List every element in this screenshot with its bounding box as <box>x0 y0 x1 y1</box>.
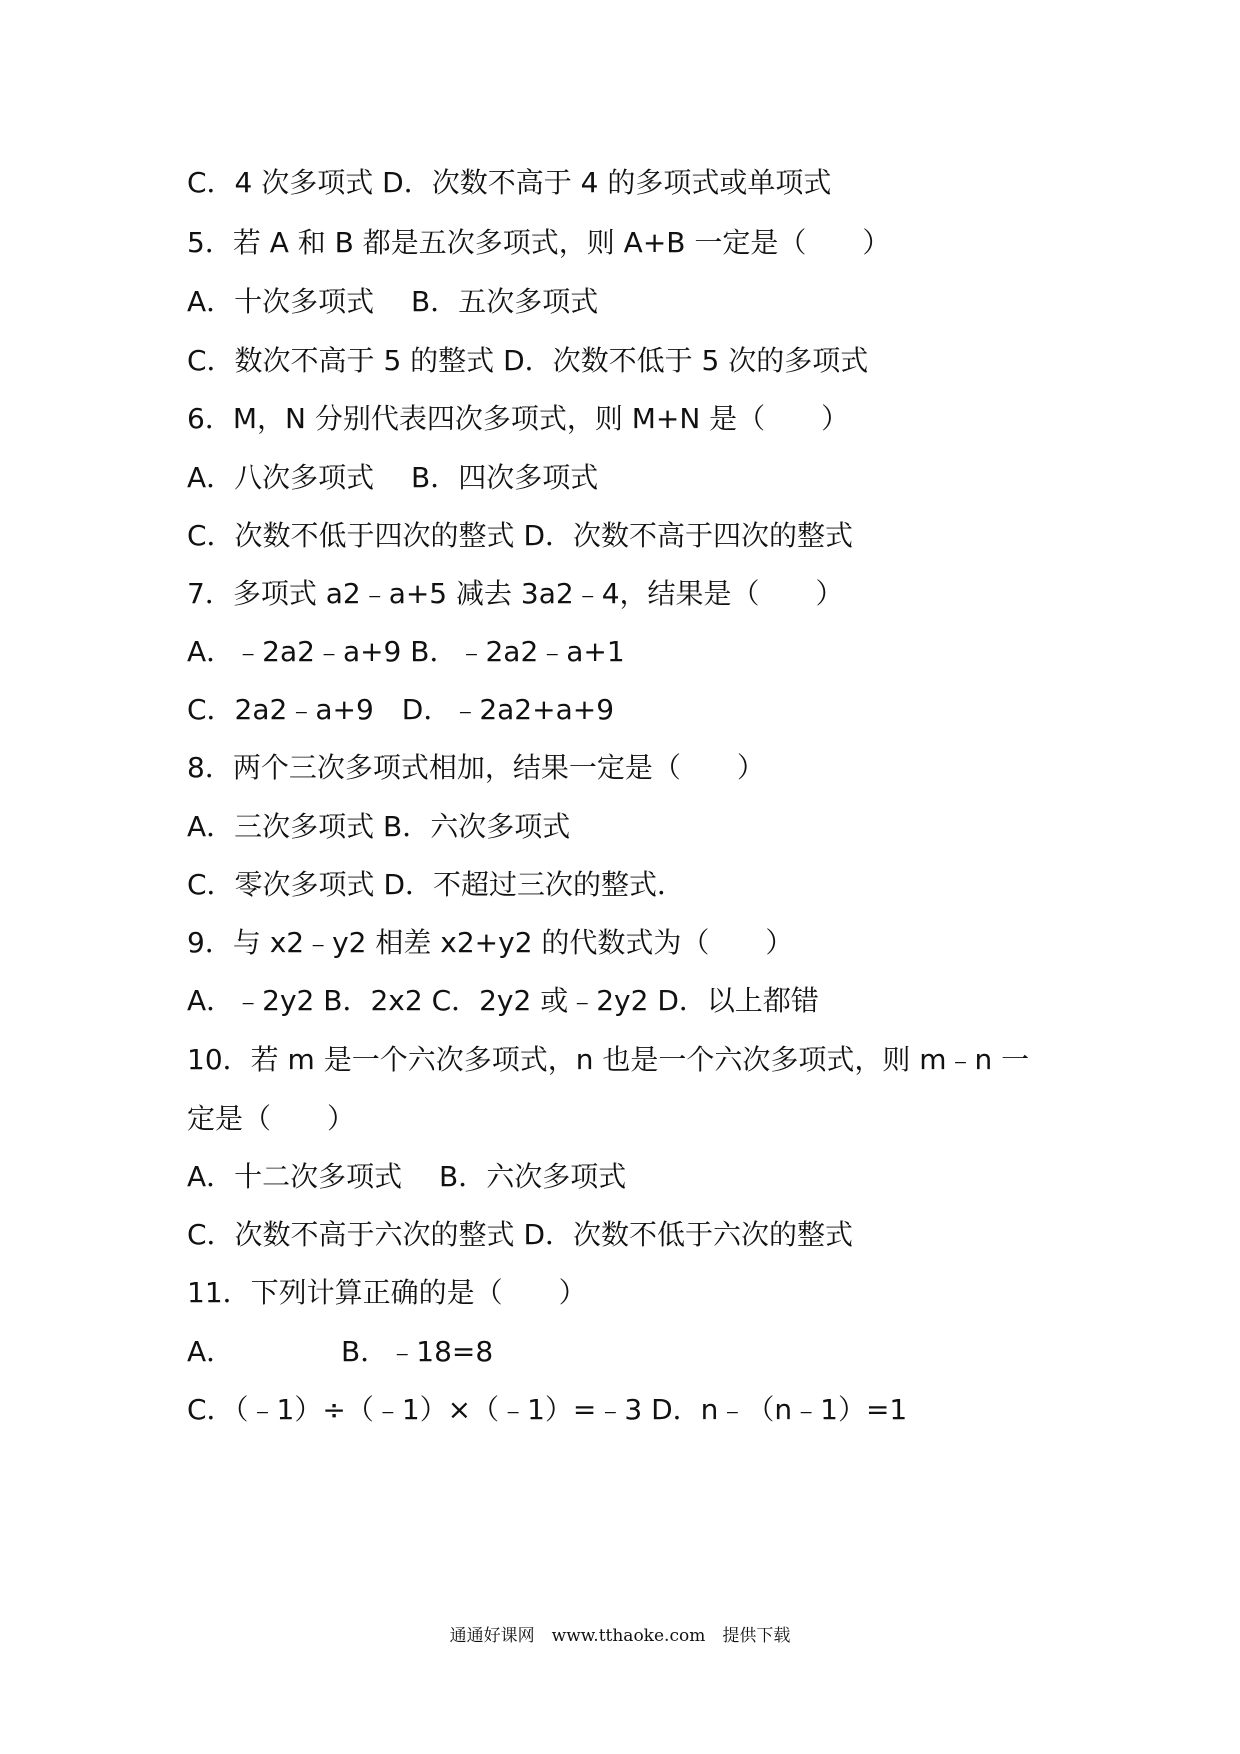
q8-options-ab: A．三次多项式 B．六次多项式 <box>187 810 571 843</box>
q10-options-ab: A．十二次多项式 B．六次多项式 <box>187 1160 627 1193</box>
page-footer-source: 通通好课网 www.tthaoke.com 提供下载 <box>449 1626 791 1646</box>
question-11: 11．下列计算正确的是（ ） <box>187 1276 587 1309</box>
q7-options-cd: C．2a2﹣a+9 D．﹣2a2+a+9 <box>187 693 615 726</box>
question-9: 9．与 x2﹣y2 相差 x2+y2 的代数式为（ ） <box>187 926 794 959</box>
q9-options: A．﹣2y2 B．2x2 C．2y2 或﹣2y2 D．以上都错 <box>187 984 819 1017</box>
q8-options-cd: C．零次多项式 D．不超过三次的整式． <box>187 868 686 901</box>
q10-options-cd: C．次数不高于六次的整式 D．次数不低于六次的整式 <box>187 1218 854 1251</box>
q11-options-ab: A． B．﹣18=8 <box>187 1335 494 1368</box>
q5-options-cd: C．数次不高于 5 的整式 D．次数不低于 5 次的多项式 <box>187 344 869 377</box>
q5-options-ab: A．十次多项式 B．五次多项式 <box>187 285 599 318</box>
question-8: 8．两个三次多项式相加，结果一定是（ ） <box>187 751 765 784</box>
question-6: 6．M，N 分别代表四次多项式，则 M+N 是（ ） <box>187 402 850 435</box>
q7-options-ab: A．﹣2a2﹣a+9 B．﹣2a2﹣a+1 <box>187 635 625 668</box>
q6-options-cd: C．次数不低于四次的整式 D．次数不高于四次的整式 <box>187 519 854 552</box>
q6-options-ab: A．八次多项式 B．四次多项式 <box>187 461 599 494</box>
question-5: 5．若 A 和 B 都是五次多项式，则 A+B 一定是（ ） <box>187 226 891 259</box>
text-line-q4-options-cd: C．4 次多项式 D．次数不高于 4 的多项式或单项式 <box>187 166 832 199</box>
question-10: 10．若 m 是一个六次多项式，n 也是一个六次多项式，则 m﹣n 一 <box>187 1043 1030 1076</box>
question-7: 7．多项式 a2﹣a+5 减去 3a2﹣4，结果是（ ） <box>187 577 844 610</box>
question-10-continued: 定是（ ） <box>187 1102 356 1135</box>
q11-options-cd: C．（﹣1）÷（﹣1）×（﹣1）=﹣3 D．n﹣（n﹣1）=1 <box>187 1393 908 1426</box>
